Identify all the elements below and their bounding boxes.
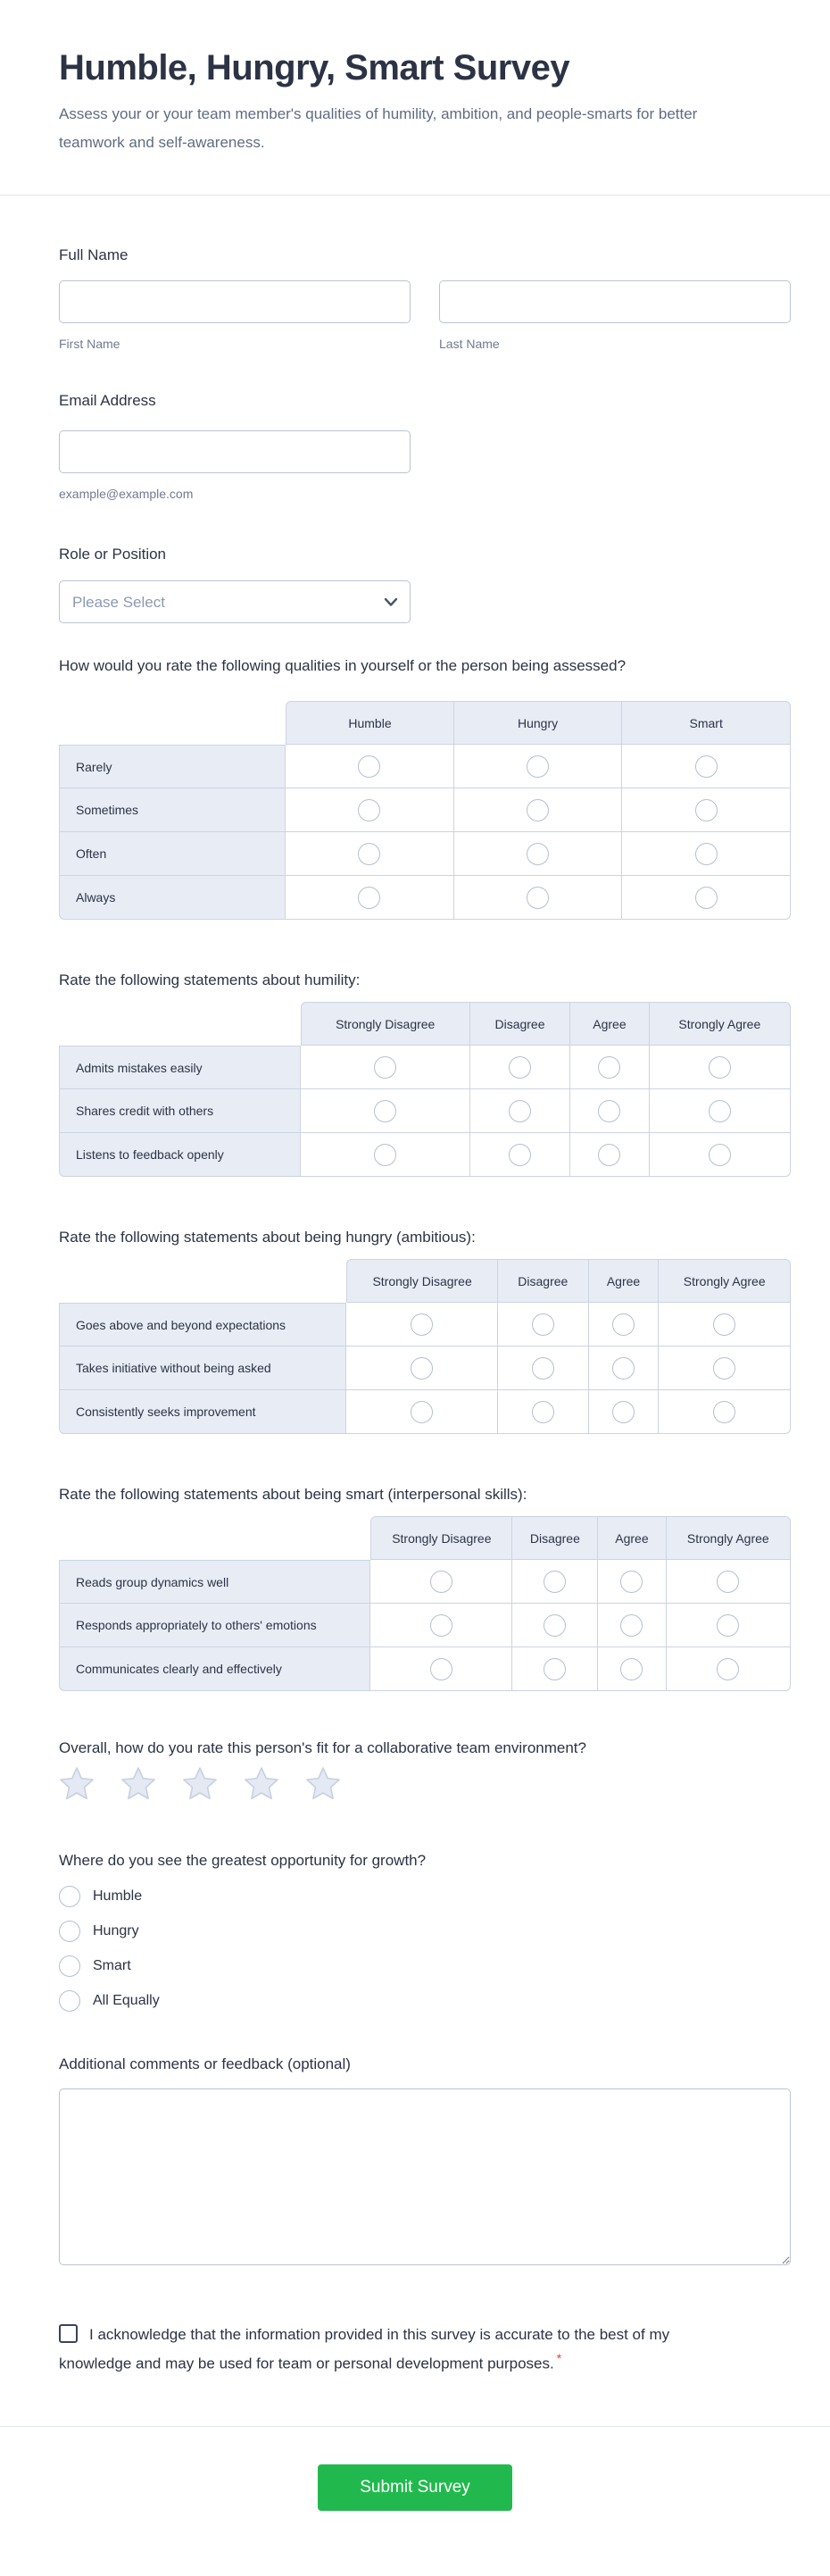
first-name-input[interactable] [59,280,411,323]
first-name-sublabel: First Name [59,337,120,351]
matrix-radio[interactable] [358,843,380,865]
matrix-radio[interactable] [374,1144,396,1166]
matrix-cell [346,1390,498,1434]
matrix-cell [286,745,454,788]
matrix-cell [512,1560,598,1604]
matrix-radio[interactable] [598,1056,620,1079]
matrix-row-label: Listens to feedback openly [59,1133,301,1177]
matrix-column-header: Disagree [498,1259,589,1303]
matrix-cell [498,1390,589,1434]
matrix-radio[interactable] [620,1614,643,1637]
matrix-column-header: Strongly Disagree [301,1002,470,1046]
matrix-corner-cell [59,1002,301,1046]
matrix-radio[interactable] [709,1100,731,1122]
matrix-radio[interactable] [709,1144,731,1166]
matrix-question-block [59,655,791,920]
matrix-radio[interactable] [411,1313,433,1336]
matrix-cell [589,1303,660,1346]
submit-button[interactable]: Submit Survey [318,2464,512,2511]
matrix-table [59,1516,791,1691]
matrix-cell [301,1046,470,1089]
matrix-radio[interactable] [532,1357,554,1380]
matrix-cell [589,1390,660,1434]
matrix-radio[interactable] [695,887,718,909]
matrix-radio[interactable] [612,1401,635,1423]
matrix-question-label: Rate the following statements about being hungry (ambitious): [59,1229,476,1246]
matrix-cell [667,1647,791,1691]
matrix-row-label: Often [59,832,286,876]
acknowledgement-row[interactable] [59,2322,721,2376]
form-body [0,246,830,2376]
matrix-cell [470,1089,570,1133]
role-label: Role or Position [59,546,167,563]
last-name-sublabel: Last Name [439,337,500,351]
matrix-column-header: Strongly Agree [659,1259,791,1303]
matrix-column-header: Disagree [470,1002,570,1046]
matrix-cell [286,832,454,876]
matrix-cell [622,788,791,832]
matrix-cell [598,1560,666,1604]
matrix-radio[interactable] [713,1357,735,1380]
radio-option-label: Hungry [93,1923,139,1938]
matrix-radio[interactable] [411,1357,433,1380]
matrix-cell [659,1346,791,1390]
matrix-radio[interactable] [544,1571,566,1593]
matrix-radio[interactable] [509,1144,531,1166]
matrix-radio[interactable] [612,1357,635,1380]
radio-option[interactable] [59,1921,791,1942]
matrix-radio[interactable] [411,1401,433,1423]
star-rating-row [59,1766,791,1802]
last-name-input[interactable] [439,280,791,323]
matrix-cell [512,1604,598,1647]
matrix-cell [622,832,791,876]
star-rating-icon[interactable] [59,1766,95,1802]
matrix-corner-cell [59,1516,370,1560]
matrix-row-label: Rarely [59,745,286,788]
matrix-cell [301,1133,470,1177]
header-divider [0,195,830,196]
matrix-column-header: Agree [589,1259,660,1303]
matrix-cell [454,788,623,832]
star-rating-icon[interactable] [244,1766,279,1802]
matrix-radio[interactable] [544,1658,566,1680]
matrix-cell [454,832,623,876]
matrix-cell [370,1647,512,1691]
star-rating-icon[interactable] [120,1766,156,1802]
matrix-row-label: Admits mistakes easily [59,1046,301,1089]
matrix-column-header: Smart [622,701,791,745]
first-name-col [59,280,411,352]
form-header [0,0,830,157]
matrix-cell [301,1089,470,1133]
matrix-radio[interactable] [509,1100,531,1122]
matrix-row-label: Communicates clearly and effectively [59,1647,370,1691]
matrix-question-label: How would you rate the following qualities in yourself or the person being assessed? [59,657,627,674]
matrix-cell [622,745,791,788]
matrix-question-block [59,1484,791,1691]
matrix-radio[interactable] [709,1056,731,1079]
star-rating-icon[interactable] [182,1766,218,1802]
matrix-row-label: Reads group dynamics well [59,1560,370,1604]
matrix-table [59,1259,791,1434]
comments-label: Additional comments or feedback (optional) [59,2055,351,2072]
matrix-column-header: Strongly Disagree [370,1516,512,1560]
matrix-cell [598,1604,666,1647]
matrix-row-label: Always [59,876,286,920]
matrix-radio[interactable] [713,1401,735,1423]
matrix-cell [598,1647,666,1691]
matrix-column-header: Humble [286,701,454,745]
matrix-corner-cell [59,1259,346,1303]
required-asterisk: * [556,2351,562,2365]
matrix-cell [346,1346,498,1390]
matrix-radio[interactable] [527,755,549,778]
growth-question: Where do you see the greatest opportunity for growth? [59,1852,427,1869]
matrix-cell [346,1303,498,1346]
matrix-cell [370,1560,512,1604]
matrix-cell [286,788,454,832]
matrix-radio[interactable] [374,1100,396,1122]
matrix-column-header: Disagree [512,1516,598,1560]
email-sublabel: example@example.com [59,487,194,501]
matrix-column-header: Strongly Agree [667,1516,791,1560]
radio-option-label: Humble [93,1888,143,1904]
role-select-wrap [59,580,411,623]
matrix-question-label: Rate the following statements about being smart (interpersonal skills): [59,1486,527,1503]
matrix-cell [650,1089,791,1133]
radio-circle-icon [59,1955,80,1977]
matrix-radio[interactable] [695,799,718,821]
matrix-radio[interactable] [532,1313,554,1336]
full-name-row [59,280,791,352]
matrix-row-label: Responds appropriately to others' emotions [59,1604,370,1647]
email-input-wrap [59,430,411,502]
full-name-label: Full Name [59,246,129,263]
matrix-row-label: Consistently seeks improvement [59,1390,346,1434]
matrix-cell [659,1303,791,1346]
matrix-radio[interactable] [527,887,549,909]
email-input[interactable] [59,430,411,473]
matrix-radio[interactable] [532,1401,554,1423]
form-subtitle: Assess your or your team member's qualities of humility, ambition, and people-smarts for better teamwork and self-awareness. [59,105,698,151]
matrix-question-label: Rate the following statements about humility: [59,971,361,988]
radio-option[interactable] [59,1955,791,1977]
growth-options-list [59,1886,791,2012]
radio-option-label: Smart [93,1958,131,1973]
acknowledgement-checkbox[interactable] [59,2324,78,2343]
matrix-radio[interactable] [358,755,380,778]
matrix-cell [570,1089,650,1133]
matrix-corner-cell [59,701,286,745]
matrix-radio[interactable] [544,1614,566,1637]
matrix-cell [454,745,623,788]
radio-option[interactable] [59,1886,791,1907]
matrix-cell [650,1046,791,1089]
matrix-radio[interactable] [430,1571,452,1593]
matrix-radio[interactable] [612,1313,635,1336]
matrix-row-label: Goes above and beyond expectations [59,1303,346,1346]
email-label: Email Address [59,392,156,409]
matrix-question-block [59,970,791,1177]
matrix-radio[interactable] [358,799,380,821]
matrix-radio[interactable] [620,1571,643,1593]
role-select[interactable] [59,580,411,623]
matrix-radio[interactable] [598,1100,620,1122]
acknowledgement-text: I acknowledge that the information provided in this survey is accurate to the best of my knowledge and may be used for team or personal development purposes. [59,2326,670,2372]
matrix-column-header: Agree [570,1002,650,1046]
matrix-cell [667,1604,791,1647]
matrix-table [59,701,791,920]
matrix-radio[interactable] [620,1658,643,1680]
matrix-cell [589,1346,660,1390]
matrix-radio[interactable] [374,1056,396,1079]
matrix-cell [570,1046,650,1089]
last-name-col [439,280,791,352]
matrix-table [59,1002,791,1177]
matrix-radio[interactable] [695,755,718,778]
matrix-row-label: Takes initiative without being asked [59,1346,346,1390]
matrix-cell [454,876,623,920]
matrix-radio[interactable] [527,799,549,821]
matrix-radio[interactable] [717,1658,739,1680]
form-title: Humble, Hungry, Smart Survey [59,48,570,88]
matrix-radio[interactable] [358,887,380,909]
matrix-cell [498,1346,589,1390]
matrix-cell [286,876,454,920]
matrix-radio[interactable] [430,1658,452,1680]
radio-circle-icon [59,1921,80,1942]
matrix-cell [470,1046,570,1089]
matrix-row-label: Shares credit with others [59,1089,301,1133]
matrix-radio[interactable] [598,1144,620,1166]
matrix-radio[interactable] [717,1571,739,1593]
matrix-cell [512,1647,598,1691]
star-rating-icon[interactable] [305,1766,341,1802]
matrix-column-header: Strongly Agree [650,1002,791,1046]
matrix-cell [650,1133,791,1177]
matrix-cell [667,1560,791,1604]
radio-circle-icon [59,1886,80,1907]
matrix-radio[interactable] [430,1614,452,1637]
matrix-radio[interactable] [717,1614,739,1637]
matrix-question-block [59,1227,791,1434]
form-footer [0,2427,830,2558]
comments-textarea[interactable] [59,2088,791,2265]
matrix-section [59,655,791,1691]
matrix-cell [659,1390,791,1434]
radio-circle-icon [59,1990,80,2012]
radio-option[interactable] [59,1990,791,2012]
matrix-column-header: Hungry [454,701,623,745]
radio-option-label: All Equally [93,1993,160,2008]
matrix-radio[interactable] [509,1056,531,1079]
matrix-column-header: Agree [598,1516,666,1560]
matrix-cell [470,1133,570,1177]
matrix-cell [622,876,791,920]
matrix-cell [498,1303,589,1346]
matrix-row-label: Sometimes [59,788,286,832]
matrix-radio[interactable] [695,843,718,865]
star-rating-question: Overall, how do you rate this person's fit for a collaborative team environment? [59,1739,586,1756]
matrix-cell [570,1133,650,1177]
matrix-column-header: Strongly Disagree [346,1259,498,1303]
matrix-radio[interactable] [713,1313,735,1336]
matrix-cell [370,1604,512,1647]
matrix-radio[interactable] [527,843,549,865]
